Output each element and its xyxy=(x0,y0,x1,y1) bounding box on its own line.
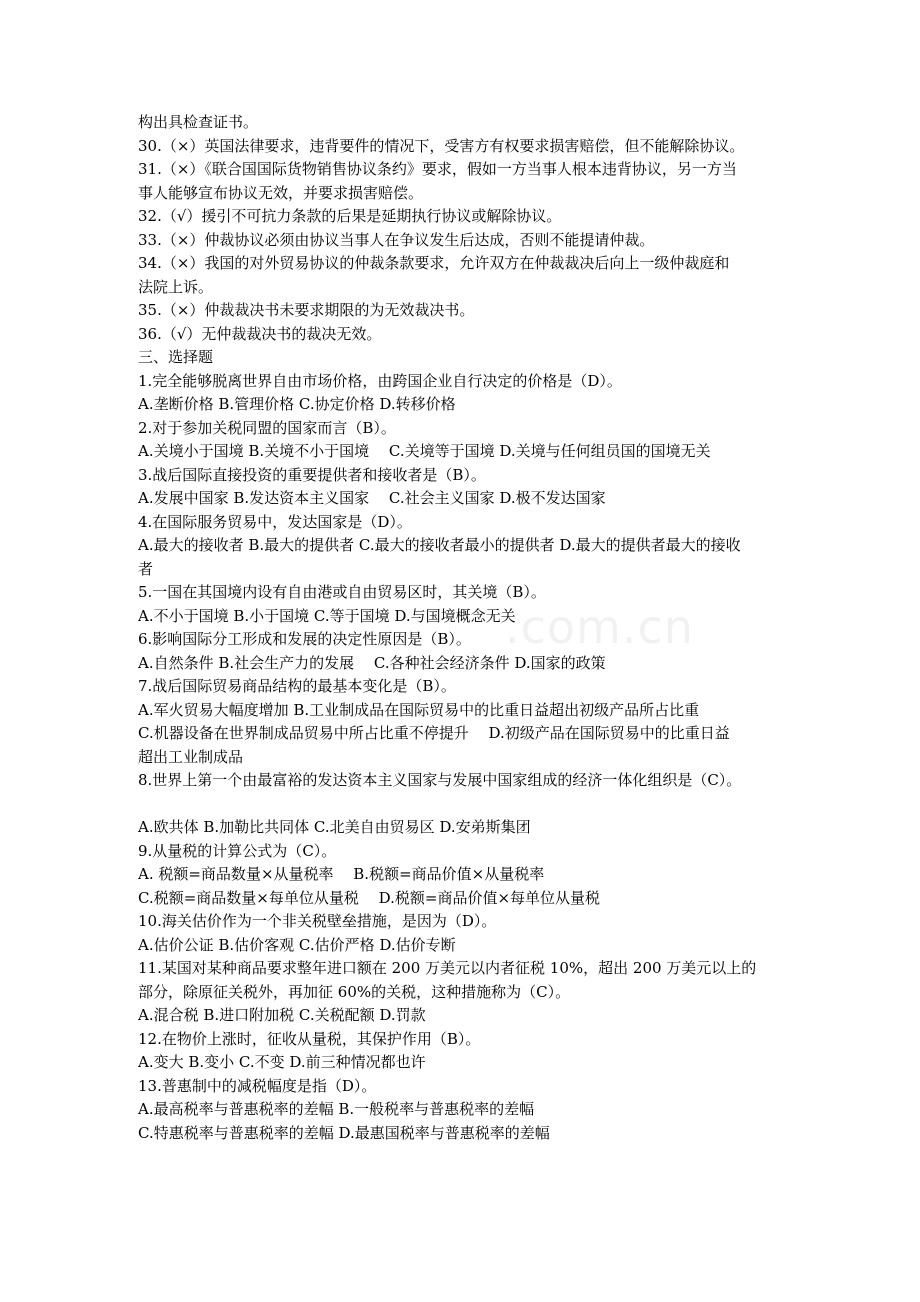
text-line: A.垄断价格 B.管理价格 C.协定价格 D.转移价格 xyxy=(138,395,456,413)
text-line: 3.战后国际直接投资的重要提供者和接收者是（B）。 xyxy=(138,465,486,484)
text-line: 30.（×）英国法律要求，违背要件的情况下，受害方有权要求损害赔偿，但不能解除协议。 xyxy=(138,136,745,155)
text-line: A.最高税率与普惠税率的差幅 B.一般税率与普惠税率的差幅 xyxy=(138,1100,535,1118)
text-line: 4.在国际服务贸易中，发达国家是（D）。 xyxy=(138,512,412,531)
text-line: 32.（√）援引不可抗力条款的后果是延期执行协议或解除协议。 xyxy=(138,207,562,225)
text-line: 12.在物价上涨时，征收从量税，其保护作用（B）。 xyxy=(138,1029,481,1048)
text-line: A.不小于国境 B.小于国境 C.等于国境 D.与国境概念无关 xyxy=(138,606,516,625)
text-line: A.最大的接收者 B.最大的提供者 C.最大的接收者最小的提供者 D.最大的提供者最大的接收 xyxy=(138,536,741,554)
text-line: 35.（×）仲裁裁决书未要求期限的为无效裁决书。 xyxy=(138,301,475,319)
text-line: 三、选择题 xyxy=(138,348,214,366)
text-line: 11.某国对某种商品要求整年进口额在 200 万美元以内者征税 10%，超出 200 万美元以上的 xyxy=(138,959,757,977)
text-line: 6.影响国际分工形成和发展的决定性原因是（B）。 xyxy=(138,630,471,648)
text-line: 5.一国在其国境内设有自由港或自由贸易区时，其关境（B）。 xyxy=(138,583,546,601)
text-line: 31.（×）《联合国国际货物销售协议条约》要求，假如一方当事人根本违背协议，另一方当 xyxy=(138,160,737,178)
watermark: .com.cn xyxy=(505,600,694,654)
text-line: 7.战后国际贸易商品结构的最基本变化是（B）。 xyxy=(138,677,456,695)
text-line: 8.世界上第一个由最富裕的发达资本主义国家与发展中国家组成的经济一体化组织是（C）。 xyxy=(138,771,742,789)
text-line: 13.普惠制中的减税幅度是指（D）。 xyxy=(138,1076,377,1095)
text-line: 33.（×）仲裁协议必须由协议当事人在争议发生后达成，否则不能提请仲裁。 xyxy=(138,230,655,249)
text-line: A.关境小于国境 B.关境不小于国境 C.关境等于国境 D.关境与任何组员国的国境无关 xyxy=(138,442,711,460)
text-line: A.发展中国家 B.发达资本主义国家 C.社会主义国家 D.极不发达国家 xyxy=(138,489,606,507)
text-line: 36.（√）无仲裁裁决书的裁决无效。 xyxy=(138,324,382,343)
text-line: A.欧共体 B.加勒比共同体 C.北美自由贸易区 D.安弟斯集团 xyxy=(138,818,531,836)
text-line: 构出具检查证书。 xyxy=(138,113,259,131)
text-line: 2.对于参加关税同盟的国家而言（B）。 xyxy=(138,418,396,437)
text-line: A.自然条件 B.社会生产力的发展 C.各种社会经济条件 D.国家的政策 xyxy=(138,653,606,672)
text-line: 部分，除原征关税外，再加征 60%的关税，这种措施称为（C）。 xyxy=(138,982,571,1001)
document-body xyxy=(138,111,788,1145)
text-line: A.军火贸易大幅度增加 B.工业制成品在国际贸易中的比重日益超出初级产品所占比重 xyxy=(138,700,700,719)
text-line xyxy=(138,793,788,817)
text-line: A. 税额=商品数量×从量税率 B.税额=商品价值×从量税率 xyxy=(138,865,545,883)
text-line: 34.（×）我国的对外贸易协议的仲裁条款要求，允许双方在仲裁裁决后向上一级仲裁庭和 xyxy=(138,254,730,272)
text-line: 者 xyxy=(138,559,154,578)
text-line: 1.完全能够脱离世界自由市场价格，由跨国企业自行决定的价格是（D）。 xyxy=(138,371,622,390)
text-line: 事人能够宣布协议无效，并要求损害赔偿。 xyxy=(138,183,424,202)
text-line: 法院上诉。 xyxy=(138,277,214,296)
text-line: 10.海关估价作为一个非关税壁垒措施，是因为（D）。 xyxy=(138,912,497,930)
text-line: C.机器设备在世界制成品贸易中所占比重不停提升 D.初级产品在国际贸易中的比重日益 xyxy=(138,724,730,742)
text-line: 9.从量税的计算公式为（C）。 xyxy=(138,841,337,860)
text-line: C.税额=商品数量×每单位从量税 D.税额=商品价值×每单位从量税 xyxy=(138,888,601,907)
text-line: A.估价公证 B.估价客观 C.估价严格 D.估价专断 xyxy=(138,935,456,954)
text-line: C.特惠税率与普惠税率的差幅 D.最惠国税率与普惠税率的差幅 xyxy=(138,1123,550,1142)
text-line: A.混合税 B.进口附加税 C.关税配额 D.罚款 xyxy=(138,1006,426,1024)
text-line: A.变大 B.变小 C.不变 D.前三种情况都也许 xyxy=(138,1053,426,1071)
text-line: 超出工业制成品 xyxy=(138,747,244,766)
